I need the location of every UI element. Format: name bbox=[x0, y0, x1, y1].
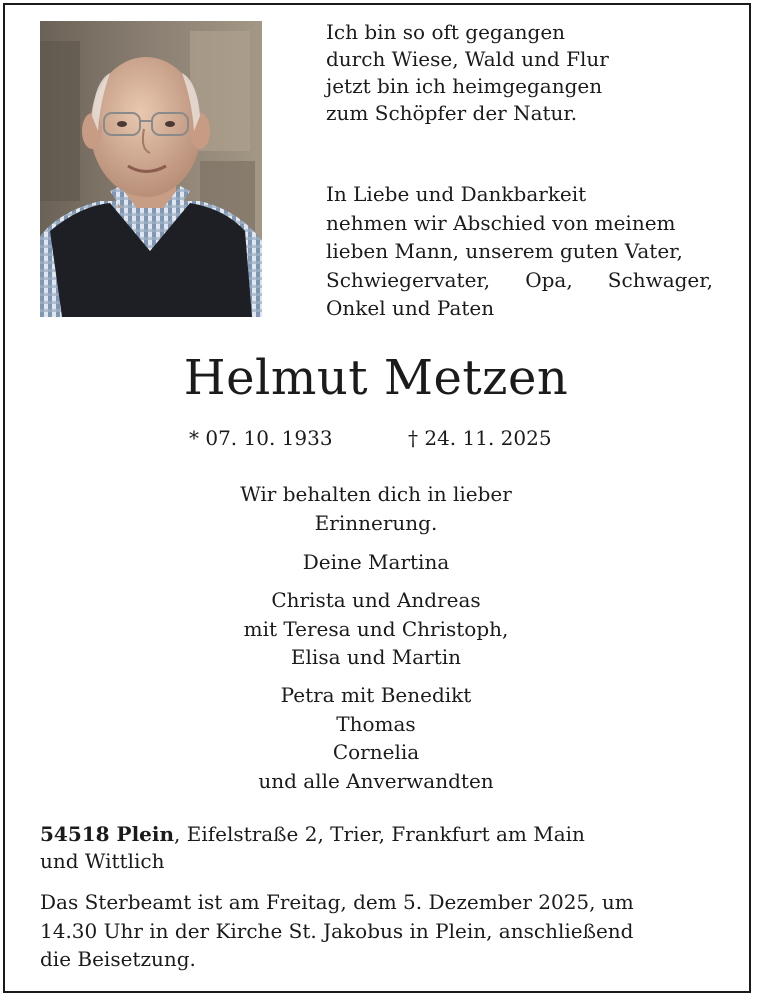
family-line: mit Teresa und Christoph, bbox=[243, 616, 509, 641]
deceased-name: Helmut Metzen bbox=[183, 350, 569, 406]
family-line: Cornelia bbox=[332, 740, 420, 764]
service-info bbox=[40, 888, 720, 974]
postal-city: 54518 Plein bbox=[40, 822, 175, 846]
family-group-2 bbox=[0, 681, 752, 795]
birth-date: * 07. 10. 1933 bbox=[189, 426, 333, 450]
family-group-1 bbox=[0, 586, 752, 672]
family-line: Petra mit Benedikt bbox=[280, 683, 472, 707]
dedication-line: Onkel und Paten bbox=[326, 296, 495, 320]
service-line: Das Sterbeamt ist am Freitag, dem 5. Dezember 2025, um bbox=[40, 890, 634, 914]
dedication-line: lieben Mann, unserem guten Vater, bbox=[326, 239, 683, 263]
poem-line: Ich bin so oft gegangen bbox=[326, 20, 566, 44]
dedication-line-relations bbox=[326, 266, 713, 295]
portrait-photo bbox=[40, 21, 262, 317]
farewell-line: Erinnerung. bbox=[314, 510, 438, 535]
farewell-text bbox=[0, 480, 752, 537]
address bbox=[40, 821, 730, 875]
family-line: Thomas bbox=[336, 711, 416, 736]
family-line: Elisa und Martin bbox=[290, 645, 462, 669]
poem-line: durch Wiese, Wald und Flur bbox=[326, 47, 609, 71]
dedication-line: In Liebe und Dankbarkeit bbox=[326, 182, 587, 206]
address-rest: , Eifelstraße 2, Trier, Frankfurt am Main bbox=[174, 822, 585, 846]
death-date: † 24. 11. 2025 bbox=[408, 426, 552, 450]
signature-line: Deine Martina bbox=[302, 550, 450, 574]
dedication-word: Schwiegervater, bbox=[326, 267, 491, 292]
address-line: und Wittlich bbox=[40, 849, 165, 873]
poem-line: zum Schöpfer der Natur. bbox=[326, 101, 578, 125]
poem bbox=[326, 19, 726, 127]
family-line: und alle Anverwandten bbox=[258, 768, 494, 793]
service-line: 14.30 Uhr in der Kirche St. Jakobus in Plein, anschließend bbox=[40, 918, 634, 943]
dedication-word: Opa, bbox=[525, 267, 573, 292]
poem-line: jetzt bin ich heimgegangen bbox=[326, 74, 603, 98]
service-line: die Beisetzung. bbox=[40, 947, 196, 971]
signature-wife bbox=[0, 548, 752, 577]
family-line: Christa und Andreas bbox=[271, 588, 481, 612]
farewell-line: Wir behalten dich in lieber bbox=[240, 482, 512, 506]
dedication-line: nehmen wir Abschied von meinem bbox=[326, 210, 676, 235]
address-line bbox=[40, 821, 730, 848]
dedication-word: Schwager, bbox=[607, 267, 713, 292]
dedication bbox=[326, 180, 722, 323]
